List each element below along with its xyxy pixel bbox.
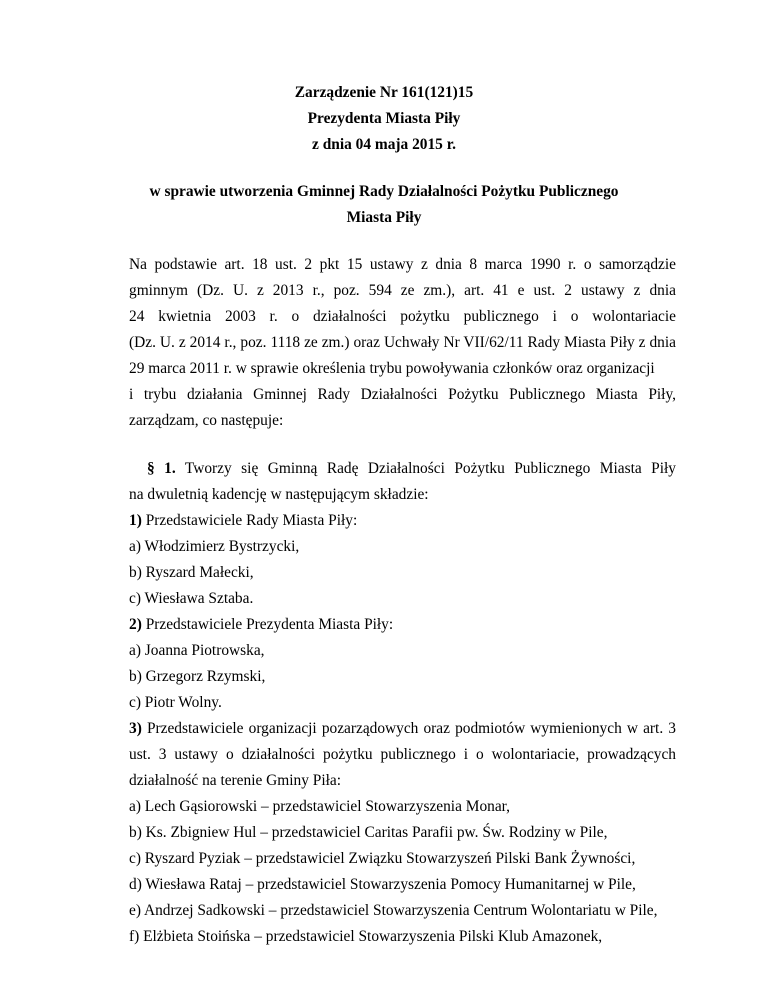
list-item: d) Wiesława Rataj – przedstawiciel Stowarzyszenia Pomocy Humanitarnej w Pile, xyxy=(129,876,636,893)
group-3-heading-line-3: działalność na terenie Gminy Piła: xyxy=(129,772,341,789)
list-item: a) Joanna Piotrowska, xyxy=(129,642,265,659)
group-3-heading-text: Przedstawiciele organizacji pozarządowych oraz podmiotów wymienionych w art. 3 xyxy=(146,720,676,737)
list-item: c) Wiesława Sztaba. xyxy=(129,590,254,607)
preamble-line: 24 kwietnia 2003 r. o działalności pożytku publicznego i o wolontariacie xyxy=(129,308,676,325)
list-item: b) Ks. Zbigniew Hul – przedstawiciel Caritas Parafii pw. Św. Rodziny w Pile, xyxy=(129,824,608,841)
list-item: b) Grzegorz Rzymski, xyxy=(129,668,266,685)
document-title: Zarządzenie Nr 161(121)15 xyxy=(294,84,474,101)
list-item: e) Andrzej Sadkowski – przedstawiciel Stowarzyszenia Centrum Wolontariatu w Pile, xyxy=(129,902,658,919)
preamble-line: i trybu działania Gminnej Rady Działalności Pożytku Publicznego Miasta Piły, xyxy=(129,386,676,403)
group-1-heading xyxy=(129,512,676,530)
section-1-mark: § 1. xyxy=(147,460,176,477)
section-1-line-2: na dwuletnią kadencję w następującym składzie: xyxy=(129,486,429,503)
preamble-line: gminnym (Dz. U. z 2013 r., poz. 594 ze zm.), art. 41 e ust. 2 ustawy z dnia xyxy=(129,282,676,299)
list-item: a) Lech Gąsiorowski – przedstawiciel Stowarzyszenia Monar, xyxy=(129,798,511,815)
group-3-heading-line-1 xyxy=(129,720,676,738)
group-3-number: 3) xyxy=(129,720,142,737)
list-item: c) Ryszard Pyziak – przedstawiciel Związku Stowarzyszeń Pilski Bank Żywności, xyxy=(129,850,636,867)
document-date: z dnia 04 maja 2015 r. xyxy=(312,136,456,153)
group-2-number: 2) xyxy=(129,616,142,633)
section-1-text: Tworzy się Gminną Radę Działalności Pożytku Publicznego Miasta Piły xyxy=(184,460,676,477)
preamble-line: Na podstawie art. 18 ust. 2 pkt 15 ustawy z dnia 8 marca 1990 r. o samorządzie xyxy=(129,256,676,273)
preamble-line: (Dz. U. z 2014 r., poz. 1118 ze zm.) oraz Uchwały Nr VII/62/11 Rady Miasta Piły z dnia xyxy=(129,334,676,351)
group-2-heading xyxy=(129,616,676,634)
document-issuer: Prezydenta Miasta Piły xyxy=(307,110,461,127)
list-item: c) Piotr Wolny. xyxy=(129,694,222,711)
preamble-line: zarządzam, co następuje: xyxy=(129,412,284,429)
group-1-number: 1) xyxy=(129,512,142,529)
section-1-line-1 xyxy=(147,460,676,478)
list-item: a) Włodzimierz Bystrzycki, xyxy=(129,538,300,555)
document-subject-line-2: Miasta Piły xyxy=(346,209,422,226)
group-2-heading-text: Przedstawiciele Prezydenta Miasta Piły: xyxy=(145,616,394,633)
group-3-heading-line-2: ust. 3 ustawy o działalności pożytku publicznego i o wolontariacie, prowadzących xyxy=(129,746,676,763)
list-item: b) Ryszard Małecki, xyxy=(129,564,254,581)
document-subject-line-1: w sprawie utworzenia Gminnej Rady Działalności Pożytku Publicznego xyxy=(149,183,619,200)
list-item: f) Elżbieta Stoińska – przedstawiciel Stowarzyszenia Pilski Klub Amazonek, xyxy=(129,928,603,945)
preamble-line: 29 marca 2011 r. w sprawie określenia trybu powoływania członków oraz organizacji xyxy=(129,360,655,377)
group-1-heading-text: Przedstawiciele Rady Miasta Piły: xyxy=(145,512,358,529)
